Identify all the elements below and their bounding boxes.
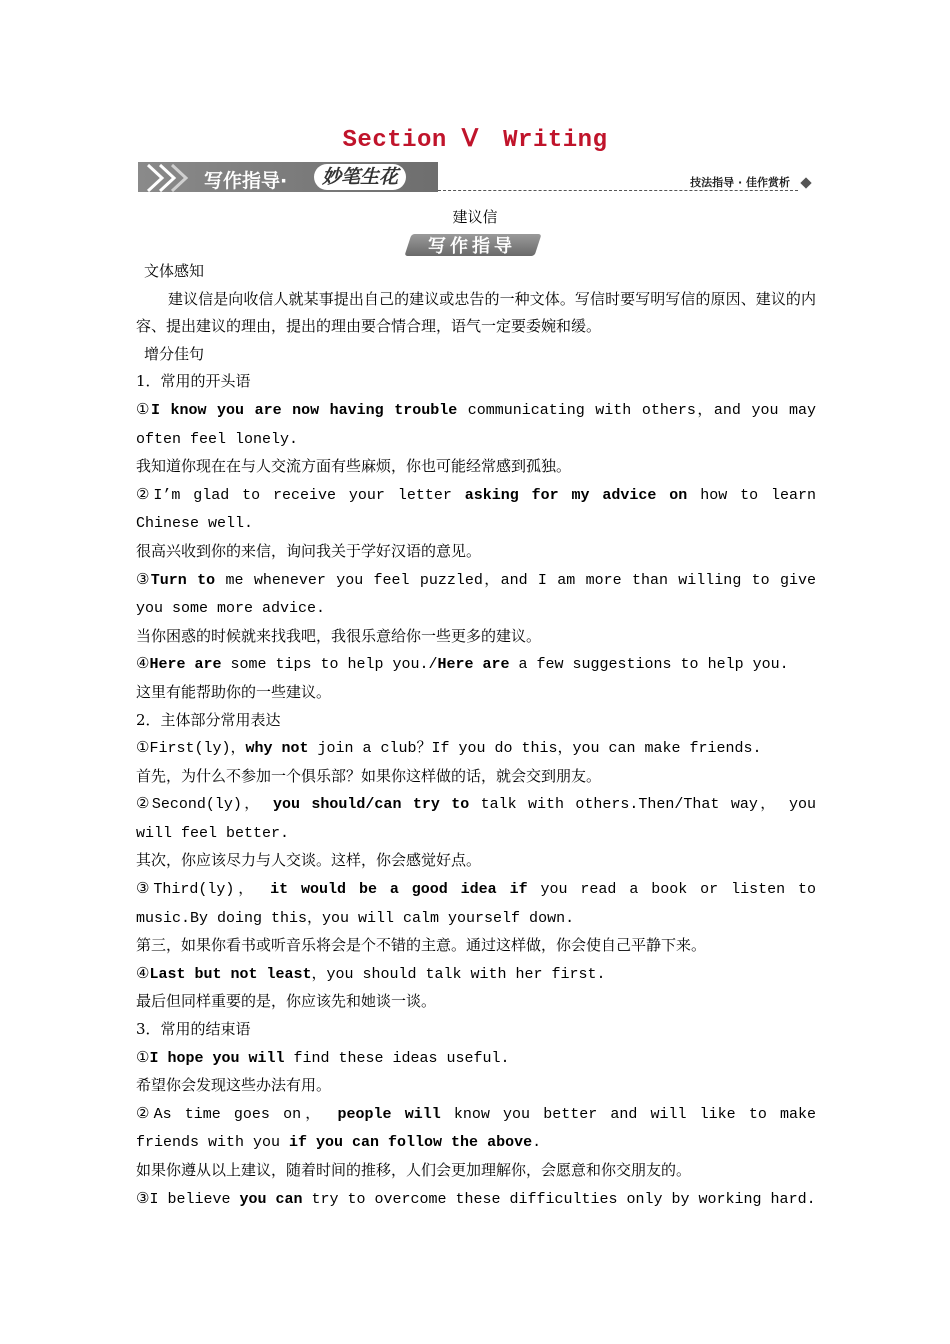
sentence-zh: 第三，如果你看书或听音乐将会是个不错的主意。通过这样做，你会使自己平静下来。: [136, 936, 707, 955]
sentence-zh: 如果你遵从以上建议，随着时间的推移，人们会更加理解你，会愿意和你交朋友的。: [136, 1161, 692, 1179]
phrases-heading: 增分佳句: [144, 344, 205, 363]
diamond-icon: [800, 177, 811, 188]
sentence-zh: 这里有能帮助你的一些建议。: [136, 682, 332, 701]
sentence-en: ④Here are some tips to help you./Here are a few suggestions to help you.: [136, 654, 789, 674]
genre-heading: 文体感知: [144, 262, 205, 280]
banner-divider: [438, 190, 798, 191]
sentence-zh: 最后但同样重要的是，你应该先和她谈一谈。: [136, 992, 437, 1011]
sentence-zh: 我知道你现在在与人交流方面有些麻烦，你也可能经常感到孤独。: [136, 457, 572, 476]
sentence-zh: 当你困惑的时候就来找我吧，我很乐意给你一些更多的建议。: [136, 626, 542, 645]
sentence-en: ①First(ly)，why not join a club？If you do this，you can make friends.: [136, 738, 762, 758]
section-heading-closing: 3．常用的结束语: [136, 1020, 251, 1039]
document-body: [136, 258, 816, 1213]
sentence-en: ④Last but not least，you should talk with her first.: [136, 963, 606, 983]
sentence-en: ③I believe you can try to overcome these difficulties only by working hard.: [136, 1188, 816, 1208]
sentence-zh: 首先，为什么不参加一个俱乐部？如果你这样做的话，就会交到朋友。: [136, 766, 602, 785]
banner-pill: 妙笔生花: [314, 164, 406, 190]
sentence-en: ①I know you are now having trouble communicating with others，and you may often feel lonely.: [136, 399, 816, 448]
section-heading-body: 2．主体部分常用表达: [136, 710, 281, 729]
page-title: Section Ⅴ Writing: [342, 127, 608, 154]
sentence-zh: 很高兴收到你的来信，询问我关于学好汉语的意见。: [136, 541, 482, 560]
sentence-en: ②As time goes on， people will know you better and will like to make friends with you if you can follow the above.: [136, 1103, 816, 1152]
banner-sublabel: 技法指导 · 佳作赏析: [690, 176, 790, 189]
writing-guide-tag: [408, 230, 544, 258]
sentence-en: ①I hope you will find these ideas useful.: [136, 1047, 510, 1067]
section-banner: [138, 160, 816, 196]
sentence-en: ③Third(ly)， it would be a good idea if you read a book or listen to music.By doing this，you will calm yourself down.: [136, 879, 817, 927]
sentence-en: ②I’m glad to receive your letter asking for my advice on how to learn Chinese well.: [136, 484, 816, 533]
section-heading-opening: 1．常用的开头语: [136, 372, 251, 391]
genre-paragraph: 建议信是向收信人就某事提出自己的建议或忠告的一种文体。写信时要写明写信的原因、建议的内容、提出建议的理由，提出的理由要合情合理，语气一定要委婉和缓。: [136, 289, 816, 336]
chevron-right-icon: [140, 162, 200, 194]
sentence-en: ②Second(ly)， you should/can try to talk with others.Then/That way， you will feel better.: [136, 794, 816, 842]
sentence-zh: 其次，你应该尽力与人交谈。这样，你会感觉好点。: [136, 851, 482, 870]
tag-label: 写作指导: [428, 236, 516, 257]
letter-type-heading: 建议信: [452, 208, 498, 226]
banner-label: 写作指导·: [204, 170, 288, 192]
sentence-zh: 希望你会发现这些办法有用。: [136, 1076, 332, 1095]
sentence-en: ③Turn to me whenever you feel puzzled，and I am more than willing to give you some more advice.: [136, 569, 817, 618]
